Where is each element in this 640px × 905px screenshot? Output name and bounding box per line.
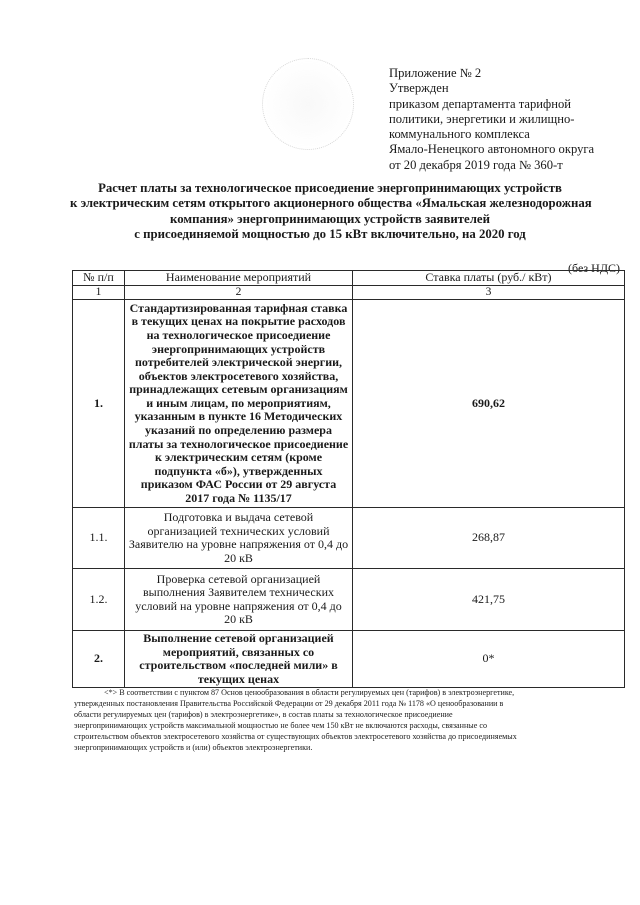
column-number-row bbox=[73, 285, 625, 300]
header-number: № п/п bbox=[73, 271, 125, 286]
approval-line: Приложение № 2 bbox=[389, 66, 482, 80]
row-rate: 690,62 bbox=[353, 300, 625, 508]
title-line: Расчет платы за технологическое присоедиение энергопринимающих устройств bbox=[98, 181, 562, 195]
header-name: Наименование мероприятий bbox=[125, 271, 353, 286]
table-header-row bbox=[73, 271, 625, 286]
approval-line: от 20 декабря 2019 года № 360-т bbox=[389, 157, 563, 172]
approval-line: политики, энергетики и жилищно- bbox=[389, 111, 575, 126]
approval-line: Утвержден bbox=[389, 81, 449, 96]
table-row bbox=[73, 300, 625, 508]
document-title bbox=[70, 181, 590, 243]
footnote-line: энергопринимающих устройств максимальной мощностью не более чем 150 кВт не включаются расходы, связанные со bbox=[74, 720, 488, 730]
approval-line: коммунального комплекса bbox=[389, 127, 530, 142]
row-rate: 0* bbox=[353, 631, 625, 688]
approval-line: приказом департамента тарифной bbox=[389, 96, 571, 111]
table-row bbox=[73, 631, 625, 688]
column-number: 2 bbox=[125, 285, 353, 300]
title-line: компания» энергопринимающих устройств заявителей bbox=[170, 211, 490, 226]
row-rate: 421,75 bbox=[353, 569, 625, 631]
footnote-line: утвержденных постановления Правительства Российской Федерации от 29 декабря 2011 года № 1178 «О ценообразовании в bbox=[74, 698, 504, 708]
row-number: 1.1. bbox=[73, 508, 125, 569]
footnote bbox=[74, 688, 622, 753]
column-number: 3 bbox=[353, 285, 625, 300]
header-rate: Ставка платы (руб./ кВт) bbox=[353, 271, 625, 286]
row-name: Проверка сетевой организацией выполнения Заявителем технических условий на уровне напряжения от 0,4 до 20 кВ bbox=[125, 569, 353, 631]
rates-table bbox=[72, 270, 625, 688]
footnote-line: строительством объектов электросетевого хозяйства от существующих объектов электросетевого хозяйства до присоединяемых bbox=[74, 731, 517, 741]
table-row bbox=[73, 569, 625, 631]
approval-block bbox=[389, 66, 629, 173]
row-number: 1. bbox=[73, 300, 125, 508]
seal-stamp bbox=[262, 58, 354, 150]
approval-line: Ямало-Ненецкого автономного округа bbox=[389, 142, 595, 157]
vat-note: (без НДС) bbox=[568, 261, 621, 275]
footnote-line: энергопринимающих устройств и (или) объектов электроэнергетики. bbox=[74, 742, 313, 752]
footnote-line: области регулируемых цен (тарифов) в электроэнергетике», в состав платы за технологическое присоедиение bbox=[74, 709, 453, 719]
title-line: с присоединяемой мощностью до 15 кВт включительно, на 2020 год bbox=[134, 227, 526, 242]
row-number: 1.2. bbox=[73, 569, 125, 631]
row-name: Подготовка и выдача сетевой организацией технических условий Заявителю на уровне напряжения от 0,4 до 20 кВ bbox=[125, 508, 353, 569]
row-number: 2. bbox=[73, 631, 125, 688]
row-name: Выполнение сетевой организацией мероприятий, связанных со строительством «последней мили» в текущих ценах bbox=[125, 631, 353, 688]
title-line: к электрическим сетям открытого акционерного общества «Ямальская железнодорожная bbox=[70, 196, 592, 211]
table-row bbox=[73, 508, 625, 569]
row-rate: 268,87 bbox=[353, 508, 625, 569]
footnote-line: <*> В соответствии с пунктом 87 Основ ценообразования в области регулируемых цен (тарифов) в электроэнергетике, bbox=[104, 688, 515, 697]
row-name: Стандартизированная тарифная ставка в текущих ценах на покрытие расходов на технологическое присоедиение энергопринимающих устройств потребителей электрической энергии, объектов электросетевого хозяйства, принадлежащих сетевым организациям и иным лицам, по мероприятиям, указанным в пункте 16 Методических указаний по определению размера платы за технологическое присоедиение к электрическим сетям (кроме подпункта «б»), утвержденных приказом ФАС России от 29 августа 2017 года № 1135/17 bbox=[125, 300, 353, 508]
column-number: 1 bbox=[73, 285, 125, 300]
